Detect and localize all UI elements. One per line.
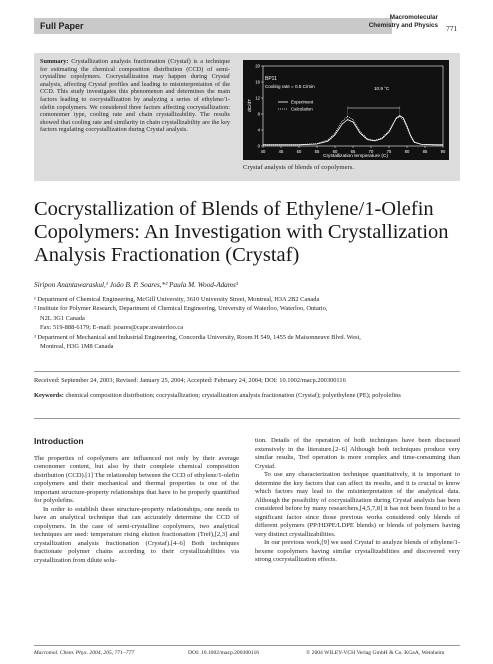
figure-caption: Crystaf analysis of blends of copolymers. — [243, 164, 355, 171]
cooling-rate-label: Cooling rate = 0.5 C/min — [265, 84, 315, 89]
delta-t-label: 10.9 °C — [374, 86, 390, 91]
x-tick-label: 80 — [404, 149, 410, 154]
x-tick-label: 40 — [260, 149, 266, 154]
affiliation-1: ¹ Department of Chemical Engineering, McGill University, 3610 University Street, Montreal, H3A 2B2 Canada — [34, 296, 320, 303]
affiliation-3-line1: ³ Department of Mechanical and Industrial Engineering, Concordia University, Room H 549, 1455 de Maisonneuve Blvd. West, — [34, 333, 361, 341]
affiliation-2-line2: N2L 3G1 Canada — [40, 314, 85, 322]
affiliation-2-contact: Fax: 519-888-6179; E-mail: jsoares@cape.uwaterloo.ca — [40, 324, 184, 332]
title-line2: Copolymers: An Investigation with Crystallization — [34, 221, 449, 243]
intro-paragraph-3: tion. Details of the operation of both techniques have been discussed extensively in the literature.[2–6] Although both techniques produce very similar results, Tref operation is more complex and time-consuming than Crystaf. — [255, 437, 460, 470]
author-list: Siripon Anantawaraskul,¹ João B. P. Soares,*² Paula M. Wood-Adams³ — [34, 281, 238, 289]
summary-text — [40, 58, 230, 134]
sample-label: BP11 — [265, 76, 277, 82]
intro-paragraph-1: The properties of copolymers are influenced not only by their average comonomer content, but also by their complete chemical composition distribution (CCD).[1] The relationship between the CCD of ethylene/1-olefin copolymers and their mechanical and thermal properties is one of the important structure-property relationships that have to be properly quantified for polyolefins. — [34, 454, 239, 504]
x-tick-label: 55 — [314, 149, 320, 154]
divider-bottom — [34, 418, 460, 419]
page-number: 771 — [446, 24, 458, 33]
affiliations — [34, 296, 459, 352]
submission-dates: Received: September 24, 2003; Revised: January 25, 2004; Accepted: February 24, 2004; DOI: 10.1002/macp.200300116 — [34, 377, 346, 384]
x-tick-label: 50 — [296, 149, 302, 154]
legend-calculation: Calculation — [291, 106, 313, 112]
journal-name-line2: Chemistry and Physics — [368, 22, 438, 29]
section-header-bar — [34, 18, 392, 34]
intro-paragraph-4: To use any characterization technique quantitatively, it is important to determine the key factors that can affect its results, and it is crucial to know which factors may lead to the misinterpretation of the analytical data. Although the possibility of cocrystallization during Crystaf analysis has been considered before by many researchers,[4,5,7,8] it has not been found to be a significant factor since those previous works considered only blends of different polymers (PP/HDPE/LDPE blends) or blends of polymers having very distinct crystallizabilities. — [255, 471, 460, 538]
intro-heading: Introduction — [34, 436, 84, 446]
summary-label: Summary: — [40, 58, 69, 65]
y-tick-label: 20 — [255, 63, 260, 69]
x-tick-label: 85 — [422, 149, 428, 154]
y-tick-label: 4 — [257, 127, 260, 133]
y-tick-label: 8 — [257, 111, 260, 117]
y-tick-label: 0 — [257, 143, 260, 149]
title-line1: Cocrystallization of Blends of Ethylene/1-Olefin — [34, 198, 434, 220]
x-tick-label: 90 — [440, 149, 446, 154]
intro-paragraph-2: In order to establish these structure-property relationships, one needs to have an analytical technique that can accurately determine the CCD of copolymers. In the case of semi-crystalline copolymers, two analytical techniques are used: temperature rising elution fractionation (Tref),[2,3] and crystallization analysis fractionation (Crystaf).[4–6] Both techniques fractionate polymer chains according to their crystallizabilities via crystallization from dilute solu- — [34, 505, 239, 564]
body-column-right — [255, 437, 460, 565]
footer-doi: DOI: 10.1002/macp.200300116 — [188, 650, 260, 656]
crystaf-chart — [243, 60, 449, 160]
section-label: Full Paper — [40, 21, 84, 31]
journal-name — [348, 14, 438, 30]
keywords-label: Keywords: — [34, 392, 64, 399]
affiliation-3-line2: Montreal, H3G 1M8 Canada — [40, 342, 114, 350]
y-tick-label: 16 — [255, 79, 260, 85]
article-title — [34, 198, 474, 267]
intro-paragraph-5: In our previous work,[9] we used Crystaf to analyze blends of ethylene/1-hexene copolymers having similar crystallizabilities and discovered very strong cocrystallization effects. — [255, 539, 460, 563]
crystaf-figure — [243, 60, 449, 160]
x-tick-label: 70 — [368, 149, 374, 154]
footer-copyright: © 2004 WILEY-VCH Verlag GmbH & Co. KGaA, Weinheim — [306, 650, 445, 656]
y-tick-label: 12 — [255, 95, 260, 101]
footer-citation: Macromol. Chem. Phys. 2004, 205, 771–777 — [34, 650, 135, 656]
x-axis-label: Crystallization temperature (C) — [323, 154, 389, 159]
title-line3: Analysis Fractionation (Crystaf) — [34, 244, 300, 266]
body-column-left — [34, 437, 239, 565]
x-tick-label: 65 — [350, 149, 356, 154]
footer-rule — [34, 645, 460, 646]
keywords-text: chemical composition distribution; cocrystallization; crystallization analysis fractionation (Crystaf); polyethylene (PE); polyolefins — [65, 392, 401, 399]
keywords — [34, 392, 460, 400]
legend-experiment: Experiment — [291, 99, 314, 105]
x-tick-label: 60 — [332, 149, 338, 154]
affiliation-2-line1: ² Institute for Polymer Research, Department of Chemical Engineering, University of Waterloo, Waterloo, Ontario, — [34, 305, 328, 313]
summary-body: Crystallization analysis fractionation (Crystaf) is a technique for estimating the chemical composition distribution (CCD) of semi-crystalline copolymers. Cocrystallization may happen during Crystaf analysis, affecting Crystaf profiles and leading to misinterpretation of the CCD. This study investigates this phenomenon and determines the main factors leading to cocrystallization by analyzing a series of ethylene/1-olefin copolymers. We considered three factors affecting cocrystallization: comonomer type, cooling rate and chain crystallizability. The results showed that cooling rate and similarity in chain crystallizability are the key factors regulating cocrystallization during Crystaf analysis. — [40, 58, 231, 134]
x-tick-label: 75 — [386, 149, 392, 154]
y-axis-label: dC/dT — [248, 98, 253, 112]
journal-name-line1: Macromolecular — [389, 14, 438, 21]
x-tick-label: 45 — [278, 149, 284, 154]
divider-top — [34, 371, 460, 372]
